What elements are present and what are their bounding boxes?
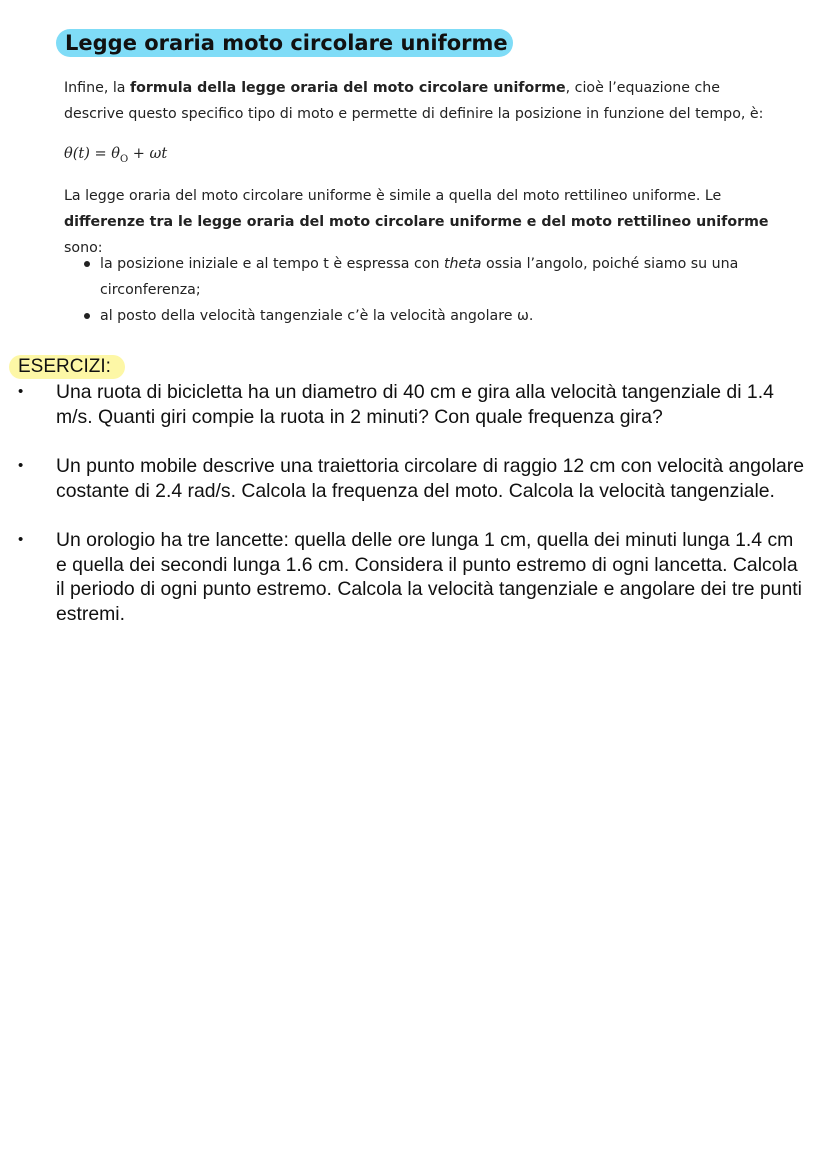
list-item	[80, 303, 780, 329]
bullet-italic: theta	[443, 256, 482, 272]
exercise-item: • Un punto mobile descrive una traiettoria circolare di raggio 12 cm con velocità angolare costante di 2.4 rad/s. Calcola la frequenza del moto. Calcola la velocità tangenziale.	[0, 454, 828, 503]
formula-right: + ωt	[128, 146, 168, 162]
comparison-text-2: sono:	[64, 240, 103, 256]
intro-paragraph	[64, 75, 784, 127]
section-title: Legge oraria moto circolare uniforme	[56, 29, 513, 57]
formula-left: θ(t) = θ	[64, 146, 120, 162]
exercise-item: • Un orologio ha tre lancette: quella delle ore lunga 1 cm, quella dei minuti lunga 1.4 cm e quella dei secondi lunga 1.6 cm. Considera il punto estremo di ogni lancetta. Calcola il periodo di ogni punto estremo. Calcola la velocità tangenziale e angolare dei tre punti estremi.	[0, 528, 828, 626]
bullet-text: al posto della velocità tangenziale c’è la velocità angolare ω.	[100, 308, 534, 324]
comparison-text-1: La legge oraria del moto circolare uniforme è simile a quella del moto rettilineo uniforme. Le	[64, 188, 722, 204]
differences-list	[80, 251, 780, 329]
intro-bold-text: formula della legge oraria del moto circolare uniforme	[130, 80, 566, 96]
intro-text-2: , cioè l’equazione che descrive questo specifico tipo di moto e permette di definire la posizione in funzione del tempo, è:	[64, 80, 764, 122]
law-formula	[64, 146, 167, 165]
bullet-text: ossia l’angolo, poiché siamo su una circonferenza;	[100, 256, 739, 298]
comparison-paragraph	[64, 183, 784, 261]
list-item	[80, 251, 780, 303]
formula-subscript: O	[119, 153, 129, 165]
intro-text-1: Infine, la	[64, 80, 130, 96]
exercises-heading: ESERCIZI:	[9, 355, 125, 379]
bullet-text: la posizione iniziale e al tempo t è espressa con	[100, 256, 444, 272]
exercise-item: • Una ruota di bicicletta ha un diametro di 40 cm e gira alla velocità tangenziale di 1.4 m/s. Quanti giri compie la ruota in 2 minuti? Con quale frequenza gira?	[0, 380, 828, 429]
comparison-bold-text: differenze tra le legge oraria del moto circolare uniforme e del moto rettilineo uniforme	[64, 214, 769, 230]
exercises-list	[0, 380, 828, 626]
